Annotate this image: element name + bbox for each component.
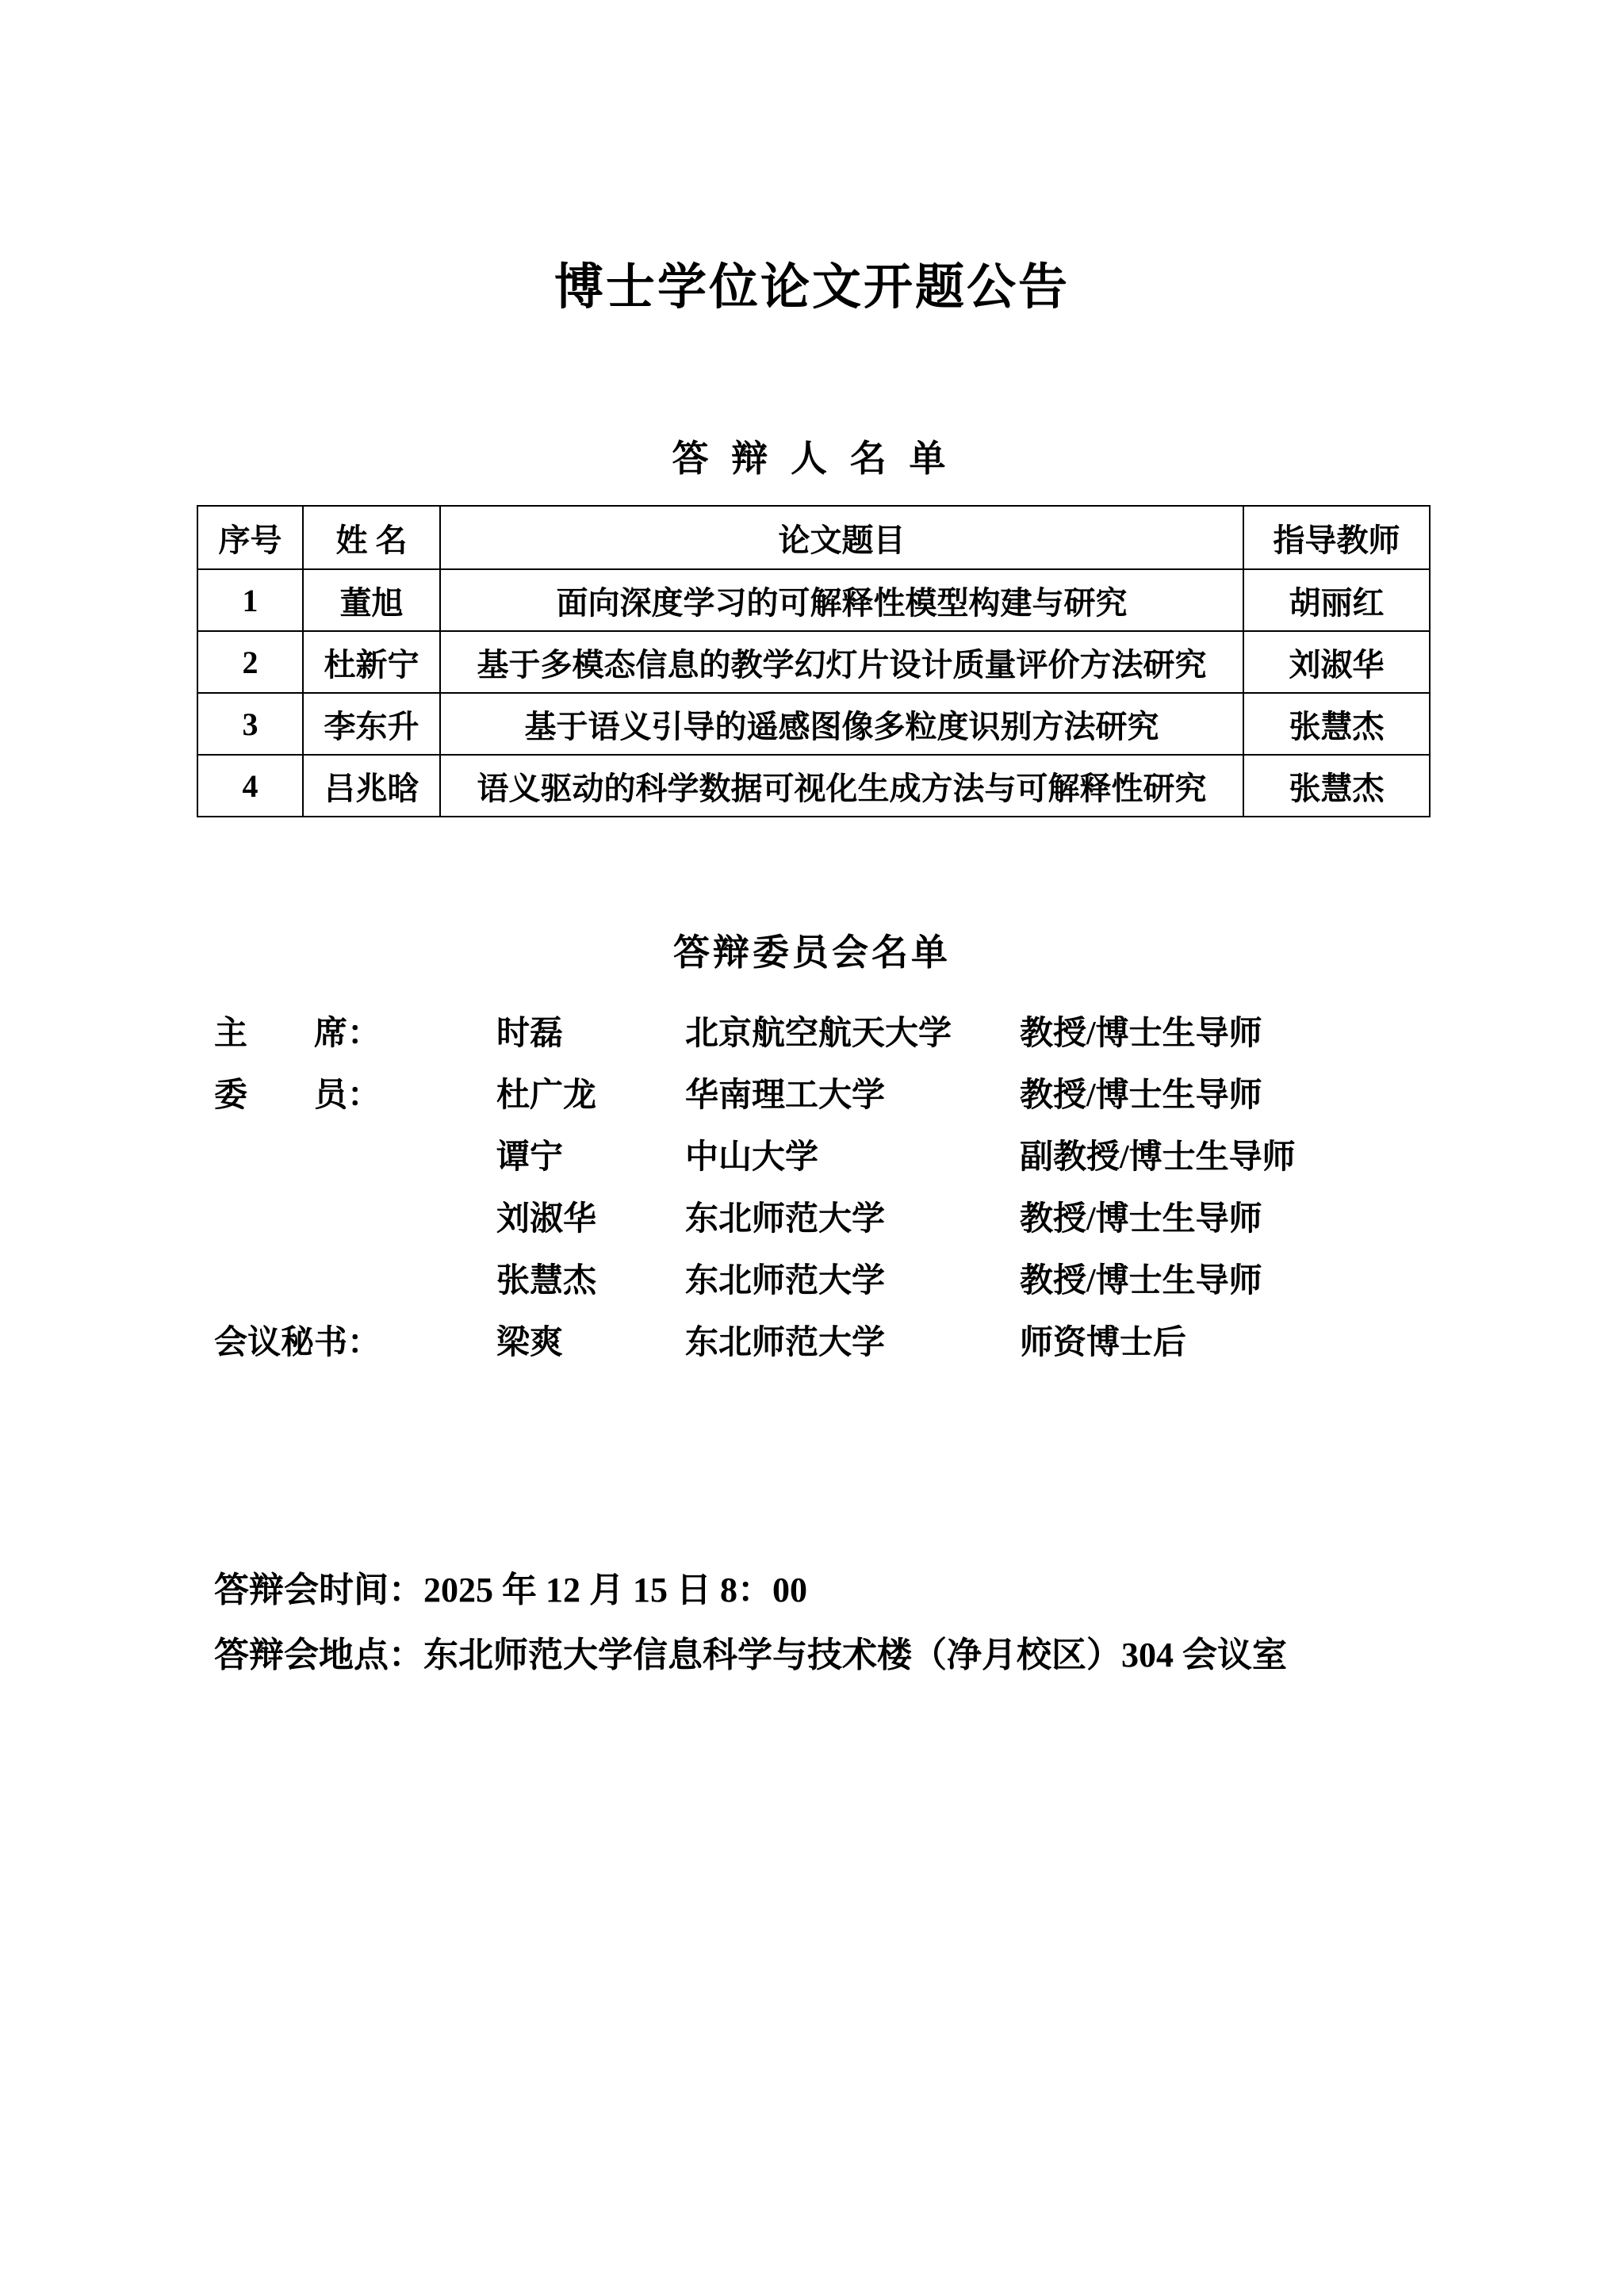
- member-role: 会议秘书：: [214, 1325, 381, 1361]
- member-title: 副教授/博士生导师: [1020, 1139, 1296, 1176]
- table-row: [197, 631, 1430, 693]
- defense-place-line: [214, 1634, 1287, 1677]
- table-row: [197, 755, 1430, 817]
- candidate-no: 2: [197, 631, 303, 693]
- member-affiliation: 中山大学: [685, 1139, 819, 1176]
- advisor-name: 张慧杰: [1243, 693, 1430, 755]
- member-title: 教授/博士生导师: [1020, 1016, 1262, 1052]
- member-title: 师资博士后: [1020, 1325, 1187, 1361]
- member-name: 杜广龙: [496, 1077, 597, 1114]
- committee-member-row: [214, 1247, 1483, 1309]
- candidate-name: 吕兆晗: [303, 755, 440, 817]
- thesis-title: 语义驱动的科学数据可视化生成方法与可解释性研究: [440, 755, 1243, 817]
- thesis-title: 基于多模态信息的教学幻灯片设计质量评价方法研究: [440, 631, 1243, 693]
- defense-time-line: [214, 1569, 807, 1612]
- table-row: [197, 569, 1430, 631]
- member-name: 梁爽: [496, 1325, 564, 1361]
- advisor-name: 刘淑华: [1243, 631, 1430, 693]
- member-affiliation: 华南理工大学: [685, 1077, 886, 1114]
- candidate-name: 董旭: [303, 569, 440, 631]
- table-row: [197, 693, 1430, 755]
- member-title: 教授/博士生导师: [1020, 1077, 1262, 1114]
- committee-member-row: [214, 1309, 1483, 1371]
- committee-list: [214, 1000, 1483, 1371]
- defense-time-label: 答辩会时间：: [214, 1571, 423, 1609]
- member-name: 张慧杰: [496, 1263, 597, 1299]
- member-title: 教授/博士生导师: [1020, 1201, 1262, 1238]
- candidate-name: 杜新宁: [303, 631, 440, 693]
- member-role: 主 席：: [214, 1016, 381, 1052]
- member-affiliation: 东北师范大学: [685, 1201, 886, 1238]
- candidate-no: 4: [197, 755, 303, 817]
- committee-section-heading: 答辩委员会名单: [673, 932, 951, 973]
- table-header-row: [197, 506, 1430, 569]
- member-affiliation: 北京航空航天大学: [685, 1016, 952, 1052]
- committee-member-row: [214, 1185, 1483, 1247]
- thesis-title: 面向深度学习的可解释性模型构建与研究: [440, 569, 1243, 631]
- candidate-name: 李东升: [303, 693, 440, 755]
- col-header-thesis: 论文题目: [440, 506, 1243, 569]
- defense-time-value: 2025 年 12 月 15 日 8：00: [423, 1571, 807, 1609]
- page-title: 博士学位论文开题公告: [553, 260, 1070, 315]
- defense-place-value: 东北师范大学信息科学与技术楼（净月校区）304 会议室: [423, 1636, 1287, 1674]
- member-name: 谭宁: [496, 1139, 564, 1176]
- member-affiliation: 东北师范大学: [685, 1325, 886, 1361]
- committee-member-row: [214, 1123, 1483, 1185]
- member-name: 时磊: [496, 1016, 564, 1052]
- candidates-table: [197, 505, 1431, 817]
- col-header-no: 序号: [197, 506, 303, 569]
- defense-place-label: 答辩会地点：: [214, 1636, 423, 1674]
- committee-member-row: [214, 1062, 1483, 1123]
- member-affiliation: 东北师范大学: [685, 1263, 886, 1299]
- member-role: 委 员：: [214, 1077, 381, 1114]
- thesis-title: 基于语义引导的遥感图像多粒度识别方法研究: [440, 693, 1243, 755]
- col-header-advisor: 指导教师: [1243, 506, 1430, 569]
- member-name: 刘淑华: [496, 1201, 597, 1238]
- candidate-no: 3: [197, 693, 303, 755]
- candidate-no: 1: [197, 569, 303, 631]
- col-header-name: 姓 名: [303, 506, 440, 569]
- candidates-section-heading: 答 辩 人 名 单: [672, 438, 952, 479]
- member-title: 教授/博士生导师: [1020, 1263, 1262, 1299]
- advisor-name: 胡丽红: [1243, 569, 1430, 631]
- committee-member-row: [214, 1000, 1483, 1062]
- advisor-name: 张慧杰: [1243, 755, 1430, 817]
